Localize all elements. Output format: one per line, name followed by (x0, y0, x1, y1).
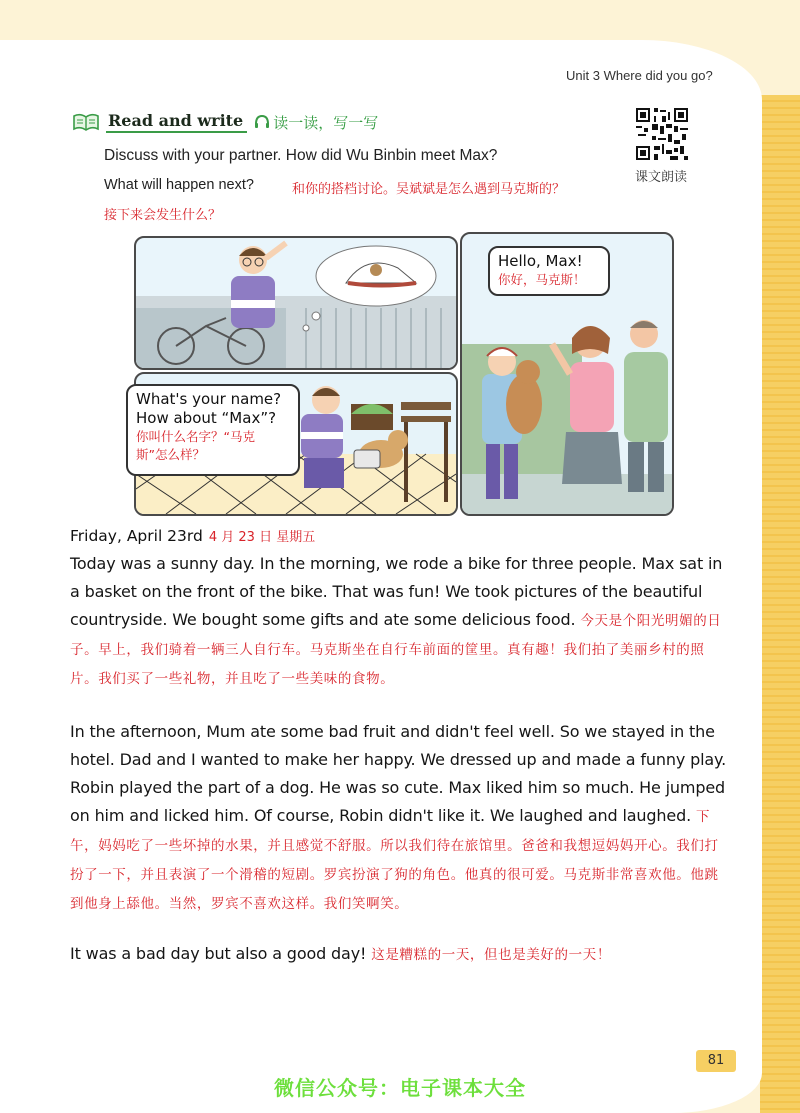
speech-bubble-name (126, 384, 300, 476)
bubble-hello-cn: 你好，马克斯！ (498, 272, 586, 287)
page-number: 81 (696, 1050, 736, 1072)
instruction-chinese-1: 和你的搭档讨论。吴斌斌是怎么遇到马克斯的？ (292, 182, 566, 197)
diary-date (70, 526, 315, 545)
paragraph-conclusion-en: It was a bad day but also a good day! (70, 944, 367, 963)
bubble-hello-en: Hello, Max! (498, 252, 583, 270)
headphones-icon[interactable] (253, 113, 271, 131)
comic-panel-bike (134, 236, 458, 370)
paragraph-afternoon (70, 718, 730, 918)
unit-header: Unit 3 Where did you go? (566, 68, 713, 83)
paragraph-afternoon-cn: 下午，妈妈吃了一些坏掉的水果，并且感觉不舒服。所以我们待在旅馆里。爸爸和我想逗妈妈开心。我们打扮了一下，并且表演了一个滑稽的短剧。罗宾扮演了狗的角色。他真的很可爱。马克斯非常喜欢他。他跳到他身上舔他。当然，罗宾不喜欢这样。我们笑啊笑。 (70, 809, 719, 912)
section-title: Read and write (106, 111, 247, 133)
instruction-line-2: What will happen next? (104, 177, 254, 193)
bubble-chinese-1: 你叫什么名字？“马克 (136, 429, 255, 444)
paragraph-afternoon-en: In the afternoon, Mum ate some bad fruit and didn't feel well. So we stayed in the hotel. Dad and I wanted to make her happy. We dressed up and made a funny play. Robin played the part of a dog. He was so cute. Max liked him so much. He jumped on him and licked him. Of course, Robin didn't like it. We laughed and laughed. (70, 722, 727, 825)
paragraph-morning-cn: 今天是个阳光明媚的日子。早上，我们骑着一辆三人自行车。马克斯坐在自行车前面的筐里。真有趣！我们拍了美丽乡村的照片。我们买了一些礼物，并且吃了一些美味的食物。 (70, 613, 722, 687)
watermark: 微信公众号：电子课本大全 (274, 1076, 526, 1100)
speech-bubble-hello (488, 246, 610, 296)
instruction-line-1: Discuss with your partner. How did Wu Binbin meet Max? (104, 147, 498, 164)
bubble-line-1: What's your name? (136, 390, 282, 408)
qr-code[interactable] (634, 106, 690, 162)
section-title-chinese: 读一读，写一写 (273, 113, 379, 132)
instruction-chinese-2: 接下来会发生什么？ (104, 208, 222, 223)
bubble-line-2: How about “Max”? (136, 409, 277, 427)
paragraph-morning (70, 550, 730, 693)
book-page-edges (760, 95, 800, 1113)
open-book-icon (72, 112, 100, 132)
bubble-chinese-2: 斯”怎么样？ (136, 447, 205, 462)
qr-label: 课文朗读 (635, 170, 688, 185)
date-english: Friday, April 23rd (70, 527, 203, 545)
paragraph-conclusion (70, 940, 730, 969)
paragraph-conclusion-cn: 这是糟糕的一天，但也是美好的一天！ (371, 947, 611, 963)
paragraph-morning-en: Today was a sunny day. In the morning, we rode a bike for three people. Max sat in a basket on the front of the bike. That was fun! We took pictures of the beautiful countryside. We bought some gifts and ate some delicious food. (70, 554, 723, 629)
date-chinese: 4 月 23 日 星期五 (208, 530, 316, 545)
section-header (72, 110, 378, 134)
